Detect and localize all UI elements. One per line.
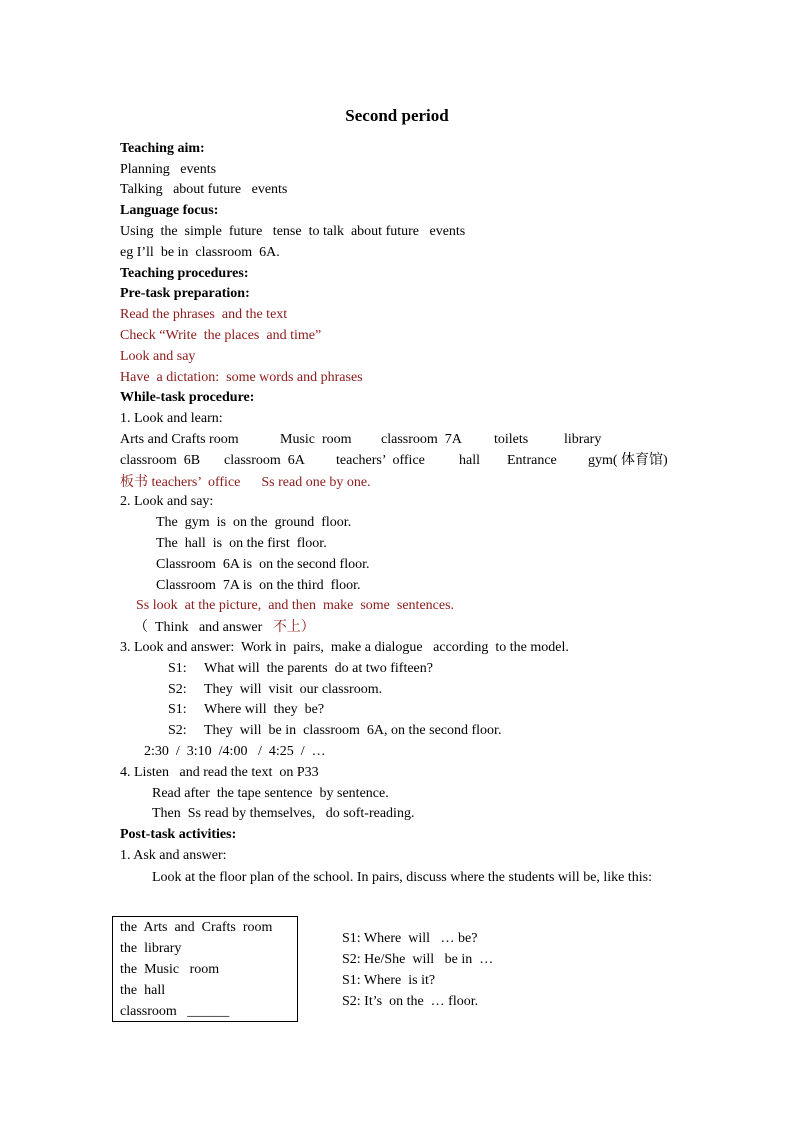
- ss-look-instruction: Ss look at the picture, and then make some sentences.: [136, 598, 455, 613]
- procedures-heading: Teaching procedures:: [120, 266, 249, 281]
- teaching-aim-item: Planning events: [120, 162, 217, 177]
- dialogue-text: They will be in classroom 6A, on the second floor.: [204, 723, 502, 738]
- look-answer-step: 3. Look and answer: Work in pairs, make a dialogue according to the model.: [120, 640, 569, 655]
- pre-task-heading: Pre-task preparation:: [120, 286, 250, 301]
- example-sentence: Classroom 6A is on the second floor.: [156, 557, 370, 572]
- look-learn-step: 1. Look and learn:: [120, 411, 223, 426]
- pre-task-item: Have a dictation: some words and phrases: [120, 370, 363, 385]
- box-item: classroom ______: [120, 1004, 230, 1019]
- language-focus-heading: Language focus:: [120, 203, 219, 218]
- example-sentence: The hall is on the first floor.: [156, 536, 327, 551]
- speaker-label: S1:: [168, 702, 187, 717]
- places-box: [112, 916, 298, 1022]
- places-row: [120, 451, 680, 471]
- place-label: classroom 7A: [381, 432, 462, 447]
- place-label: Arts and Crafts room: [120, 432, 239, 447]
- think-prefix: （ Think and answer: [134, 620, 273, 635]
- dialogue-line: [168, 680, 383, 700]
- model-dialogue-line: S1: Where will … be?: [342, 931, 478, 946]
- then-read-line: Then Ss read by themselves, do soft-reading.: [152, 806, 415, 821]
- page-title: Second period: [345, 106, 449, 125]
- place-label: Music room: [280, 432, 352, 447]
- pre-task-item: Look and say: [120, 349, 196, 364]
- dialogue-line: [168, 659, 433, 679]
- places-row: [120, 430, 680, 450]
- look-say-step: 2. Look and say:: [120, 494, 214, 509]
- teaching-aim-heading: Teaching aim:: [120, 141, 205, 156]
- times-list: 2:30 / 3:10 /4:00 / 4:25 / …: [144, 744, 326, 759]
- box-item: the Arts and Crafts room: [120, 920, 273, 935]
- box-item: the hall: [120, 983, 166, 998]
- place-label: classroom 6B: [120, 453, 201, 468]
- place-label: teachers’ office: [336, 453, 425, 468]
- pre-task-item: Read the phrases and the text: [120, 307, 288, 322]
- speaker-label: S2:: [168, 682, 187, 697]
- teaching-aim-item: Talking about future events: [120, 182, 288, 197]
- box-item: the library: [120, 941, 182, 956]
- example-sentence: The gym is on the ground floor.: [156, 515, 352, 530]
- place-label: Entrance: [507, 453, 557, 468]
- language-focus-item: eg I’ll be in classroom 6A.: [120, 245, 280, 260]
- place-label: hall: [459, 453, 480, 468]
- model-dialogue-line: S1: Where is it?: [342, 973, 436, 988]
- speaker-label: S2:: [168, 723, 187, 738]
- post-task-heading: Post-task activities:: [120, 827, 237, 842]
- dialogue-text: They will visit our classroom.: [204, 682, 383, 697]
- pre-task-item: Check “Write the places and time”: [120, 328, 322, 343]
- example-sentence: Classroom 7A is on the third floor.: [156, 578, 361, 593]
- place-label: gym( 体育馆): [588, 453, 668, 468]
- place-label: toilets: [494, 432, 529, 447]
- dialogue-line: [168, 700, 325, 720]
- listen-step: 4. Listen and read the text on P33: [120, 765, 319, 780]
- box-item: the Music room: [120, 962, 220, 977]
- while-task-heading: While-task procedure:: [120, 390, 255, 405]
- dialogue-text: What will the parents do at two fifteen?: [204, 661, 433, 676]
- board-note: [120, 472, 371, 492]
- speaker-label: S1:: [168, 661, 187, 676]
- read-after-line: Read after the tape sentence by sentence.: [152, 786, 389, 801]
- language-focus-item: Using the simple future tense to talk about future events: [120, 224, 466, 239]
- model-dialogue-line: S2: He/She will be in …: [342, 952, 494, 967]
- floor-plan-paragraph: Look at the floor plan of the school. In pairs, discuss where the students will be, like this:: [152, 870, 653, 885]
- model-dialogue-line: S2: It’s on the … floor.: [342, 994, 479, 1009]
- ask-answer-step: 1. Ask and answer:: [120, 848, 227, 863]
- board-text: teachers’ office Ss read one by one.: [148, 475, 371, 490]
- place-label: library: [564, 432, 602, 447]
- dialogue-line: [168, 721, 502, 741]
- place-label: classroom 6A: [224, 453, 305, 468]
- board-prefix: 板书: [120, 474, 148, 490]
- think-cn: 不上）: [272, 619, 315, 635]
- think-answer: [134, 617, 315, 637]
- dialogue-text: Where will they be?: [204, 702, 325, 717]
